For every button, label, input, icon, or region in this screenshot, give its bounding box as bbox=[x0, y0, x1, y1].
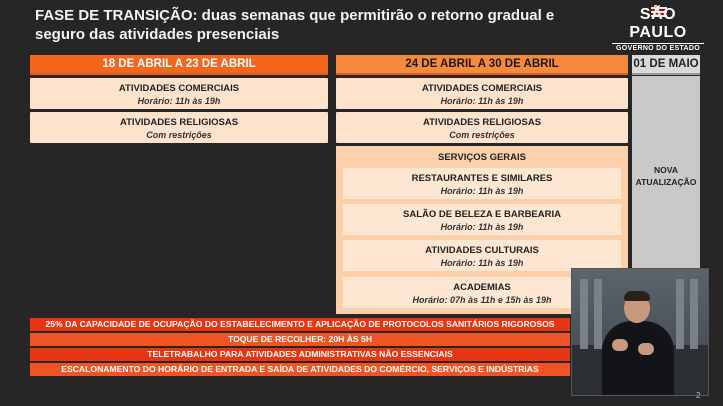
card-subtitle: Horário: 11h às 19h bbox=[440, 222, 524, 232]
card-title: ATIVIDADES COMERCIAIS bbox=[118, 83, 240, 94]
rule-bar-curfew: TOQUE DE RECOLHER: 20H ÀS 5H bbox=[30, 333, 570, 346]
card-title: ACADEMIAS bbox=[453, 282, 511, 293]
general-services-title: SERVIÇOS GERAIS bbox=[438, 152, 526, 163]
card-religious-activities-2 bbox=[336, 112, 628, 143]
interpreter-figure bbox=[602, 321, 674, 396]
card-subtitle: Horário: 11h às 19h bbox=[137, 96, 221, 106]
next-update-line2: ATUALIZAÇÃO bbox=[635, 177, 697, 187]
card-cultural-activities bbox=[343, 240, 621, 271]
card-title: ATIVIDADES COMERCIAIS bbox=[421, 83, 543, 94]
logo-name: SÃO PAULO bbox=[629, 6, 687, 41]
card-subtitle: Horário: 11h às 19h bbox=[440, 186, 524, 196]
card-title: RESTAURANTES E SIMILARES bbox=[411, 173, 553, 184]
card-commercial-activities-2 bbox=[336, 78, 628, 109]
card-title: SALÃO DE BELEZA E BARBEARIA bbox=[403, 209, 561, 220]
government-logo bbox=[612, 6, 704, 52]
next-update-line1: NOVA bbox=[654, 165, 678, 175]
card-subtitle: Com restrições bbox=[449, 130, 515, 140]
card-title: ATIVIDADES RELIGIOSAS bbox=[119, 117, 239, 128]
page-number: 2 bbox=[696, 391, 701, 400]
card-restaurants bbox=[343, 168, 621, 199]
rule-bar-capacity: 25% DA CAPACIDADE DE OCUPAÇÃO DO ESTABELECIMENTO E APLICAÇÃO DE PROTOCOLOS SANITÁRIOS RIGOROSOS bbox=[30, 318, 570, 331]
next-update-text bbox=[632, 164, 700, 188]
card-beauty-salon bbox=[343, 204, 621, 235]
rule-bar-staggered-hours: ESCALONAMENTO DO HORÁRIO DE ENTRADA E SAÍDA DE ATIVIDADES DO COMÉRCIO, SERVIÇOS E INDÚSTRIAS bbox=[30, 363, 570, 376]
card-subtitle: Horário: 11h às 19h bbox=[440, 96, 524, 106]
card-subtitle: Horário: 11h às 19h bbox=[440, 258, 524, 268]
sign-language-video bbox=[571, 268, 709, 396]
column-header-period-1: 18 DE ABRIL A 23 DE ABRIL bbox=[30, 55, 328, 75]
card-title: ATIVIDADES CULTURAIS bbox=[425, 245, 539, 256]
logo-subtitle: GOVERNO DO ESTADO bbox=[612, 43, 704, 52]
column-header-period-3: 01 DE MAIO bbox=[632, 55, 700, 75]
card-subtitle: Horário: 07h às 11h e 15h às 19h bbox=[412, 295, 552, 305]
card-title: ATIVIDADES RELIGIOSAS bbox=[422, 117, 542, 128]
card-religious-activities-1 bbox=[30, 112, 328, 143]
column-header-period-2: 24 DE ABRIL A 30 DE ABRIL bbox=[336, 55, 628, 75]
card-commercial-activities-1 bbox=[30, 78, 328, 109]
card-subtitle: Com restrições bbox=[146, 130, 212, 140]
slide-title: FASE DE TRANSIÇÃO: duas semanas que permitirão o retorno gradual e seguro das atividades presenciais bbox=[35, 7, 555, 43]
rule-bar-telework: TELETRABALHO PARA ATIVIDADES ADMINISTRATIVAS NÃO ESSENCIAIS bbox=[30, 348, 570, 361]
